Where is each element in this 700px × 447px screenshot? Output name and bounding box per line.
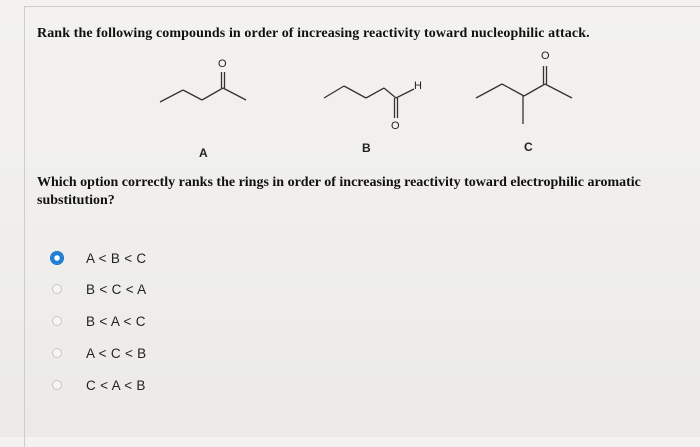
hydrogen-label: H [414,80,422,92]
radio-selected-icon[interactable] [51,252,63,264]
option-3-label: B < A < C [86,313,146,329]
option-1-label: A < B < C [86,250,147,266]
radio-icon[interactable] [52,316,62,326]
compound-label-b: B [362,141,371,155]
compound-label-c: C [524,140,533,154]
molecule-b-drawing [320,76,440,146]
radio-icon[interactable] [52,348,62,358]
question-2-prompt: Which option correctly ranks the rings in order of increasing reactivity toward electrophilic aromatic substitution? [37,175,641,208]
oxygen-label: O [541,50,550,62]
molecule-b-structure [320,76,440,146]
radio-icon[interactable] [52,380,62,390]
option-5-label: C < A < B [86,377,146,393]
option-4[interactable] [48,343,248,363]
option-2[interactable] [48,279,248,299]
option-5[interactable] [48,375,248,395]
molecule-a-structure [150,58,270,118]
molecule-a-drawing [150,58,270,118]
option-3[interactable] [48,311,248,331]
molecule-c-structure [470,48,590,128]
option-4-label: A < C < B [86,345,147,361]
option-1[interactable] [48,248,248,268]
molecule-c-drawing [470,48,590,128]
oxygen-label: O [218,58,227,70]
oxygen-label: O [391,120,400,132]
option-2-label: B < C < A [86,281,147,297]
radio-icon[interactable] [52,284,62,294]
compound-label-a: A [199,146,208,160]
question-1-prompt: Rank the following compounds in order of increasing reactivity toward nucleophilic attack. [37,26,590,41]
